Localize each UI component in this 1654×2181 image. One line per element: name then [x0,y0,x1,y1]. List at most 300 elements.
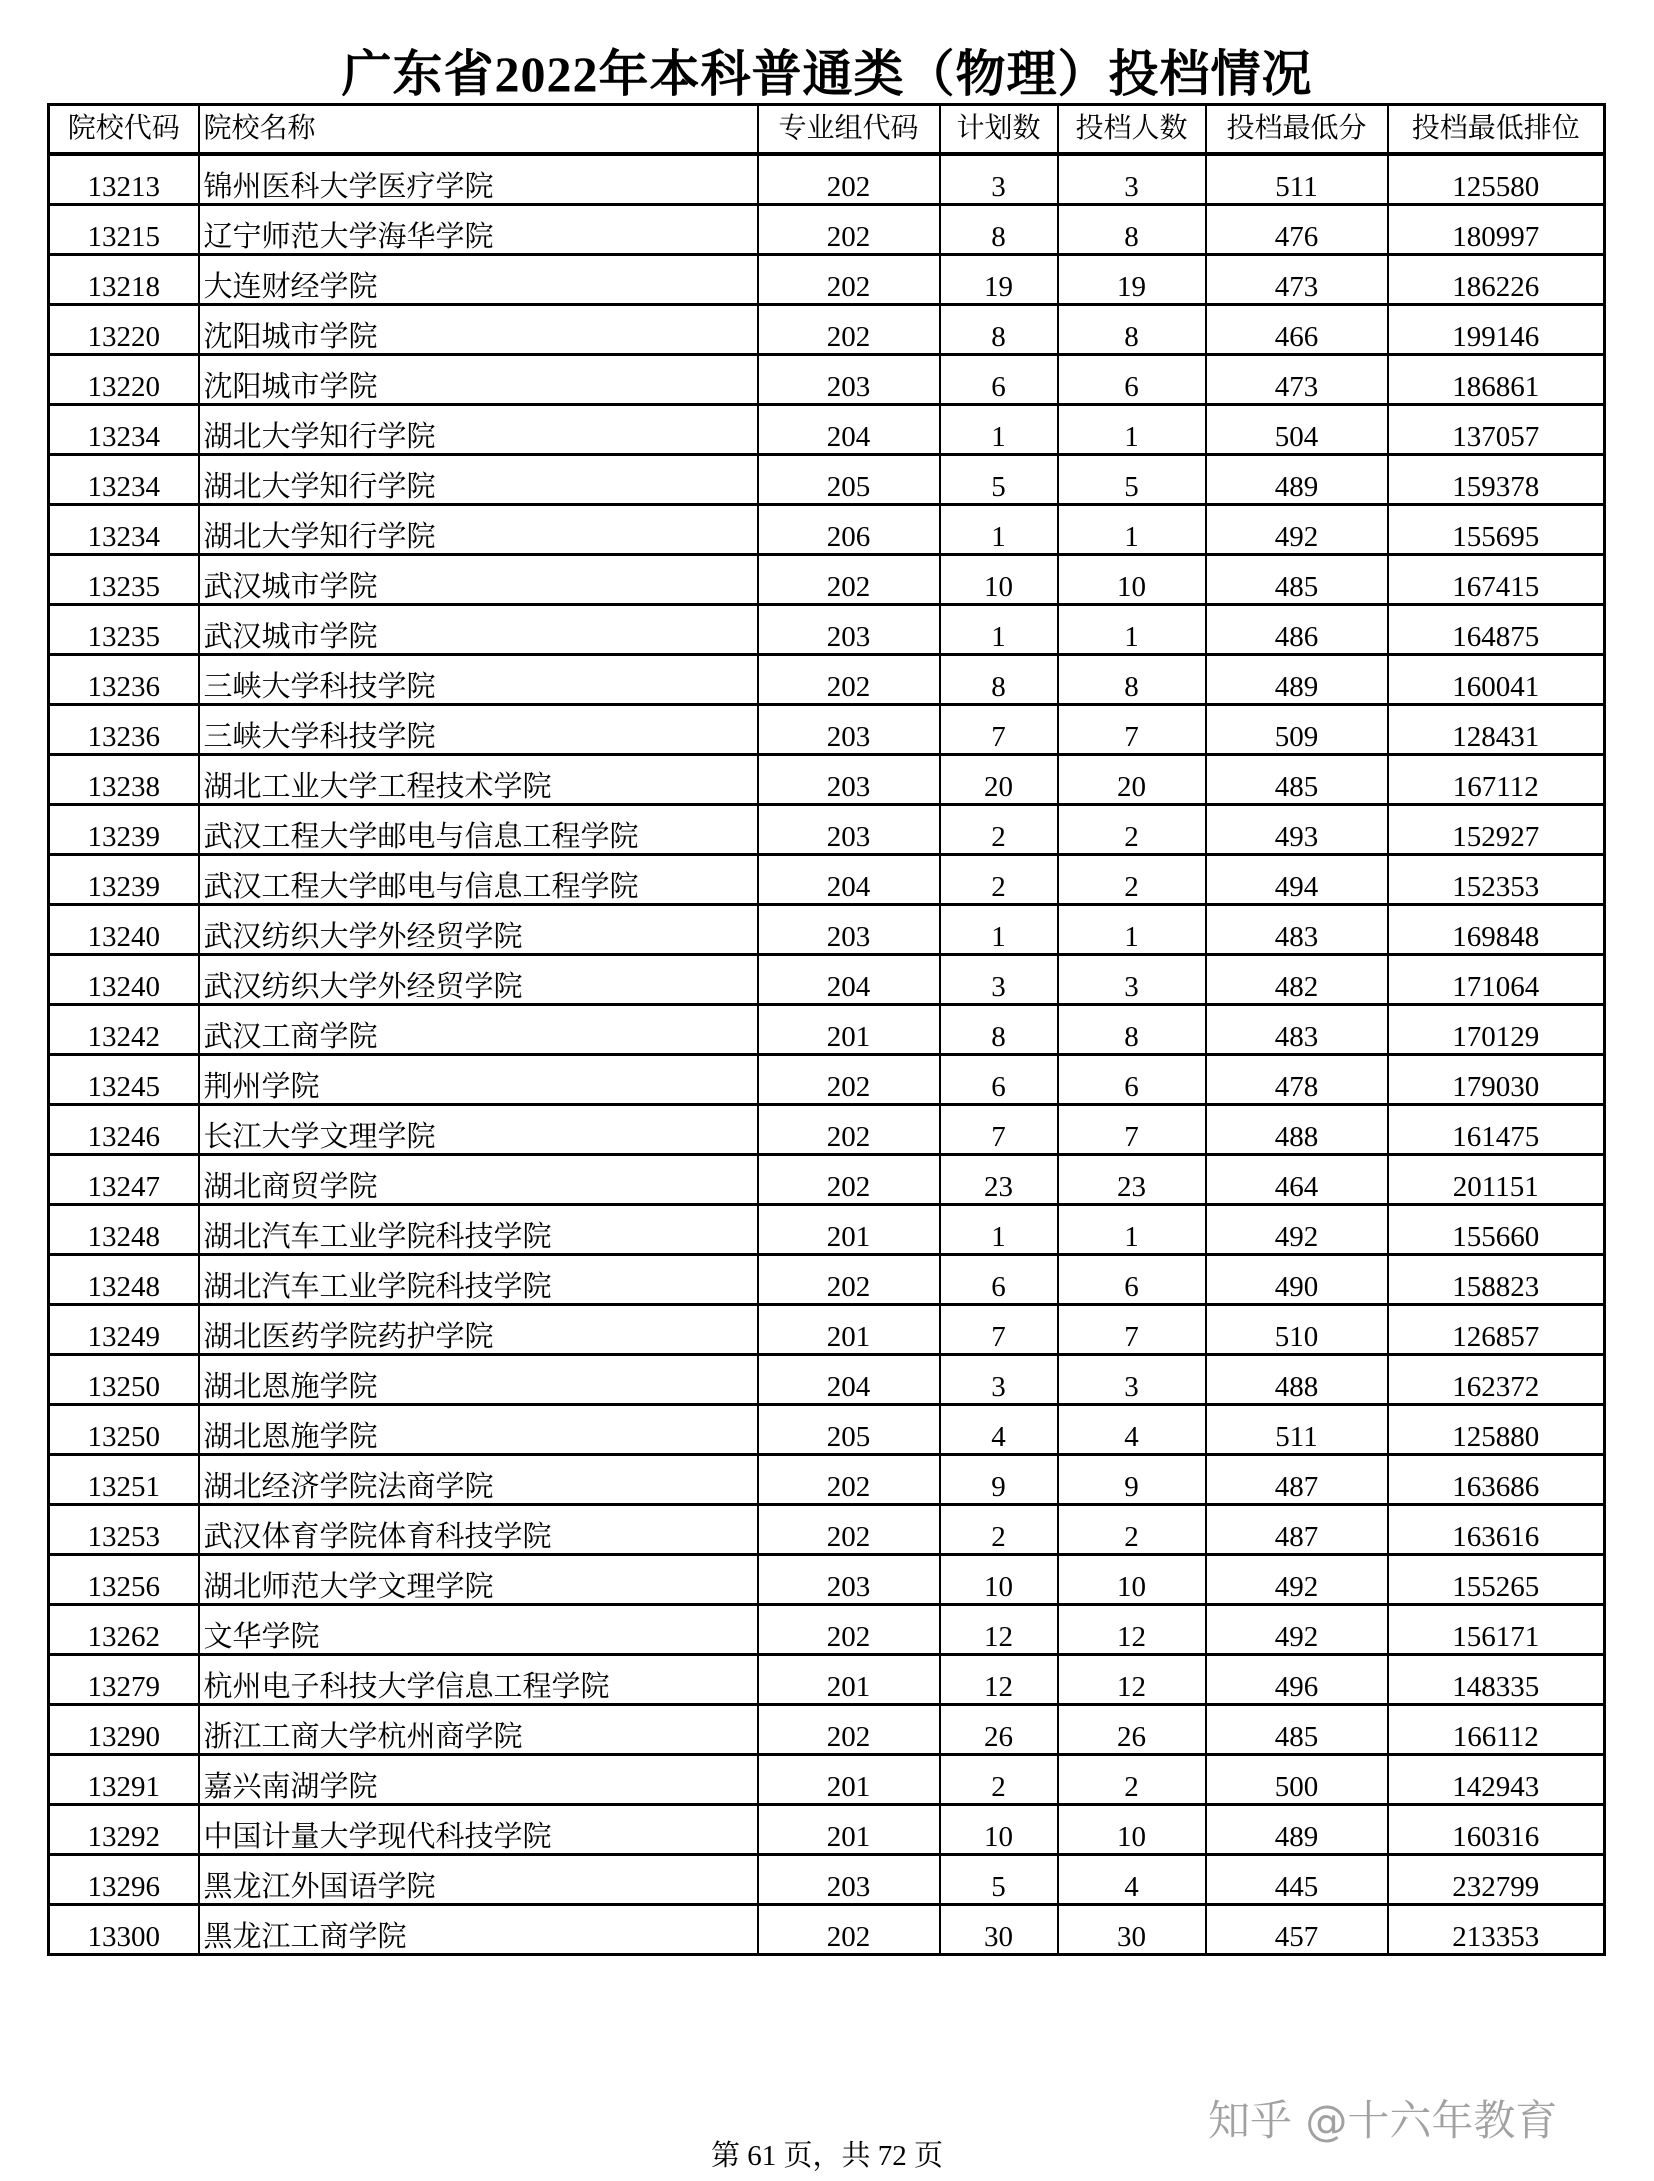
cell-min-score: 485 [1206,755,1388,805]
cell-min-rank: 164875 [1388,605,1605,655]
cell-min-score: 492 [1206,1555,1388,1605]
table-row [49,1405,1605,1455]
cell-plan-count: 2 [940,1505,1058,1555]
cell-min-score: 483 [1206,1005,1388,1055]
table-row [49,455,1605,505]
column-header-admitted-count: 投档人数 [1058,105,1206,155]
cell-admitted-count: 1 [1058,1205,1206,1255]
cell-min-rank: 179030 [1388,1055,1605,1105]
cell-school-name: 锦州医科大学医疗学院 [199,154,758,205]
cell-min-rank: 152353 [1388,855,1605,905]
cell-plan-count: 3 [940,1355,1058,1405]
cell-school-code: 13253 [49,1505,199,1555]
cell-group-code: 201 [758,1755,940,1805]
table-row [49,1655,1605,1705]
cell-admitted-count: 23 [1058,1155,1206,1205]
table-row [49,1255,1605,1305]
cell-min-score: 478 [1206,1055,1388,1105]
table-row [49,1755,1605,1805]
table-row [49,555,1605,605]
cell-school-code: 13215 [49,205,199,255]
cell-plan-count: 10 [940,1555,1058,1605]
cell-group-code: 203 [758,705,940,755]
cell-min-rank: 199146 [1388,305,1605,355]
table-row [49,1005,1605,1055]
cell-min-rank: 125880 [1388,1405,1605,1455]
table-row [49,655,1605,705]
cell-admitted-count: 19 [1058,255,1206,305]
cell-group-code: 202 [758,1505,940,1555]
cell-plan-count: 19 [940,255,1058,305]
cell-group-code: 205 [758,455,940,505]
cell-school-name: 辽宁师范大学海华学院 [199,205,758,255]
cell-min-rank: 148335 [1388,1655,1605,1705]
cell-plan-count: 7 [940,1105,1058,1155]
table-row [49,305,1605,355]
cell-school-code: 13242 [49,1005,199,1055]
table-row [49,1305,1605,1355]
table-row [49,154,1605,205]
cell-group-code: 204 [758,1355,940,1405]
cell-min-score: 473 [1206,255,1388,305]
cell-school-code: 13220 [49,305,199,355]
cell-admitted-count: 9 [1058,1455,1206,1505]
cell-admitted-count: 2 [1058,1505,1206,1555]
cell-min-score: 485 [1206,555,1388,605]
cell-min-score: 482 [1206,955,1388,1005]
cell-group-code: 202 [758,655,940,705]
cell-min-rank: 159378 [1388,455,1605,505]
cell-school-name: 武汉工程大学邮电与信息工程学院 [199,805,758,855]
cell-school-code: 13238 [49,755,199,805]
cell-school-code: 13235 [49,605,199,655]
cell-admitted-count: 1 [1058,905,1206,955]
cell-school-name: 湖北恩施学院 [199,1405,758,1455]
cell-school-name: 武汉工程大学邮电与信息工程学院 [199,855,758,905]
column-header-school-name: 院校名称 [199,105,758,155]
cell-admitted-count: 1 [1058,505,1206,555]
cell-school-code: 13220 [49,355,199,405]
cell-school-name: 湖北大学知行学院 [199,505,758,555]
cell-plan-count: 3 [940,154,1058,205]
cell-school-name: 浙江工商大学杭州商学院 [199,1705,758,1755]
cell-min-score: 489 [1206,655,1388,705]
table-row [49,805,1605,855]
cell-group-code: 203 [758,605,940,655]
cell-school-code: 13239 [49,805,199,855]
table-row [49,1505,1605,1555]
column-header-min-score: 投档最低分 [1206,105,1388,155]
table-row [49,605,1605,655]
cell-plan-count: 5 [940,455,1058,505]
cell-plan-count: 7 [940,1305,1058,1355]
cell-min-rank: 180997 [1388,205,1605,255]
cell-group-code: 201 [758,1205,940,1255]
cell-school-name: 文华学院 [199,1605,758,1655]
cell-admitted-count: 6 [1058,355,1206,405]
table-row [49,1055,1605,1105]
cell-group-code: 203 [758,755,940,805]
cell-school-name: 黑龙江外国语学院 [199,1855,758,1905]
cell-school-name: 嘉兴南湖学院 [199,1755,758,1805]
table-row [49,905,1605,955]
cell-group-code: 201 [758,1005,940,1055]
cell-group-code: 201 [758,1305,940,1355]
cell-school-name: 湖北师范大学文理学院 [199,1555,758,1605]
cell-admitted-count: 3 [1058,955,1206,1005]
cell-admitted-count: 7 [1058,1105,1206,1155]
cell-group-code: 203 [758,905,940,955]
cell-admitted-count: 5 [1058,455,1206,505]
page-number: 第 61 页，共 72 页 [710,2140,943,2172]
cell-min-score: 464 [1206,1155,1388,1205]
cell-school-code: 13247 [49,1155,199,1205]
table-row [49,705,1605,755]
table-row [49,205,1605,255]
cell-school-name: 武汉城市学院 [199,555,758,605]
cell-min-rank: 128431 [1388,705,1605,755]
cell-school-code: 13262 [49,1605,199,1655]
table-row [49,1355,1605,1405]
cell-min-rank: 161475 [1388,1105,1605,1155]
cell-min-rank: 186226 [1388,255,1605,305]
cell-group-code: 202 [758,1105,940,1155]
cell-admitted-count: 2 [1058,805,1206,855]
cell-admitted-count: 12 [1058,1605,1206,1655]
cell-school-code: 13236 [49,655,199,705]
cell-min-rank: 170129 [1388,1005,1605,1055]
cell-admitted-count: 26 [1058,1705,1206,1755]
cell-admitted-count: 3 [1058,1355,1206,1405]
cell-min-score: 493 [1206,805,1388,855]
cell-plan-count: 10 [940,555,1058,605]
cell-school-name: 中国计量大学现代科技学院 [199,1805,758,1855]
cell-school-name: 黑龙江工商学院 [199,1905,758,1955]
table-row [49,255,1605,305]
cell-admitted-count: 8 [1058,305,1206,355]
cell-group-code: 202 [758,1605,940,1655]
cell-group-code: 205 [758,1405,940,1455]
cell-plan-count: 6 [940,1255,1058,1305]
cell-plan-count: 12 [940,1655,1058,1705]
cell-school-name: 武汉体育学院体育科技学院 [199,1505,758,1555]
cell-plan-count: 1 [940,505,1058,555]
cell-min-score: 487 [1206,1505,1388,1555]
cell-school-name: 武汉纺织大学外经贸学院 [199,905,758,955]
cell-school-name: 三峡大学科技学院 [199,705,758,755]
cell-min-rank: 213353 [1388,1905,1605,1955]
cell-school-code: 13292 [49,1805,199,1855]
cell-min-rank: 232799 [1388,1855,1605,1905]
cell-plan-count: 1 [940,1205,1058,1255]
table-row [49,1805,1605,1855]
cell-admitted-count: 10 [1058,1555,1206,1605]
cell-min-score: 483 [1206,905,1388,955]
cell-min-score: 490 [1206,1255,1388,1305]
cell-min-rank: 125580 [1388,154,1605,205]
column-header-group-code: 专业组代码 [758,105,940,155]
table-row [49,755,1605,805]
cell-group-code: 202 [758,1155,940,1205]
cell-school-code: 13250 [49,1405,199,1455]
cell-min-score: 509 [1206,705,1388,755]
cell-min-score: 489 [1206,455,1388,505]
cell-school-code: 13218 [49,255,199,305]
table-row [49,1455,1605,1505]
cell-admitted-count: 6 [1058,1255,1206,1305]
cell-min-score: 510 [1206,1305,1388,1355]
table-row [49,1155,1605,1205]
cell-school-code: 13250 [49,1355,199,1405]
cell-min-score: 489 [1206,1805,1388,1855]
cell-school-name: 湖北医药学院药护学院 [199,1305,758,1355]
cell-plan-count: 12 [940,1605,1058,1655]
cell-min-rank: 155660 [1388,1205,1605,1255]
cell-min-rank: 137057 [1388,405,1605,455]
cell-admitted-count: 4 [1058,1405,1206,1455]
column-header-school-code: 院校代码 [49,105,199,155]
cell-admitted-count: 8 [1058,205,1206,255]
cell-min-rank: 142943 [1388,1755,1605,1805]
cell-group-code: 202 [758,205,940,255]
cell-school-name: 沈阳城市学院 [199,305,758,355]
cell-school-name: 湖北经济学院法商学院 [199,1455,758,1505]
cell-admitted-count: 2 [1058,855,1206,905]
page-title: 广东省2022年本科普通类（物理）投档情况 [341,46,1313,102]
cell-plan-count: 7 [940,705,1058,755]
cell-group-code: 202 [758,154,940,205]
cell-plan-count: 4 [940,1405,1058,1455]
cell-school-code: 13256 [49,1555,199,1605]
cell-school-name: 武汉工商学院 [199,1005,758,1055]
cell-min-rank: 156171 [1388,1605,1605,1655]
cell-plan-count: 2 [940,1755,1058,1805]
cell-group-code: 204 [758,955,940,1005]
table-row [49,1105,1605,1155]
cell-min-rank: 155695 [1388,505,1605,555]
cell-group-code: 201 [758,1805,940,1855]
cell-min-rank: 166112 [1388,1705,1605,1755]
table-row [49,505,1605,555]
cell-min-score: 486 [1206,605,1388,655]
table-row [49,1855,1605,1905]
cell-school-code: 13248 [49,1255,199,1305]
cell-min-rank: 201151 [1388,1155,1605,1205]
cell-school-name: 大连财经学院 [199,255,758,305]
cell-min-rank: 158823 [1388,1255,1605,1305]
cell-min-rank: 152927 [1388,805,1605,855]
cell-min-rank: 160316 [1388,1805,1605,1855]
cell-admitted-count: 6 [1058,1055,1206,1105]
cell-plan-count: 23 [940,1155,1058,1205]
cell-min-rank: 163616 [1388,1505,1605,1555]
column-header-min-rank: 投档最低排位 [1388,105,1605,155]
table-row [49,1705,1605,1755]
cell-school-name: 湖北恩施学院 [199,1355,758,1405]
cell-admitted-count: 10 [1058,555,1206,605]
cell-school-code: 13296 [49,1855,199,1905]
cell-group-code: 202 [758,1905,940,1955]
cell-min-rank: 163686 [1388,1455,1605,1505]
cell-min-score: 492 [1206,1605,1388,1655]
cell-school-code: 13234 [49,505,199,555]
cell-plan-count: 20 [940,755,1058,805]
table-row [49,405,1605,455]
cell-group-code: 202 [758,1055,940,1105]
cell-min-rank: 160041 [1388,655,1605,705]
cell-min-score: 485 [1206,1705,1388,1755]
cell-plan-count: 5 [940,1855,1058,1905]
cell-group-code: 203 [758,355,940,405]
cell-min-score: 457 [1206,1905,1388,1955]
cell-group-code: 202 [758,1455,940,1505]
cell-plan-count: 1 [940,605,1058,655]
cell-min-score: 492 [1206,505,1388,555]
cell-school-code: 13240 [49,955,199,1005]
cell-admitted-count: 30 [1058,1905,1206,1955]
cell-school-code: 13249 [49,1305,199,1355]
cell-min-score: 511 [1206,154,1388,205]
cell-group-code: 203 [758,805,940,855]
cell-min-score: 504 [1206,405,1388,455]
cell-plan-count: 2 [940,805,1058,855]
cell-school-name: 荆州学院 [199,1055,758,1105]
cell-school-name: 湖北商贸学院 [199,1155,758,1205]
cell-plan-count: 2 [940,855,1058,905]
cell-admitted-count: 8 [1058,1005,1206,1055]
cell-min-score: 488 [1206,1355,1388,1405]
cell-plan-count: 8 [940,305,1058,355]
cell-school-name: 三峡大学科技学院 [199,655,758,705]
cell-min-score: 496 [1206,1655,1388,1705]
cell-group-code: 201 [758,1655,940,1705]
cell-group-code: 206 [758,505,940,555]
cell-min-rank: 167415 [1388,555,1605,605]
cell-school-code: 13300 [49,1905,199,1955]
admission-table [47,103,1606,1956]
cell-admitted-count: 7 [1058,705,1206,755]
cell-school-code: 13291 [49,1755,199,1805]
cell-school-code: 13245 [49,1055,199,1105]
cell-min-rank: 126857 [1388,1305,1605,1355]
cell-plan-count: 30 [940,1905,1058,1955]
cell-school-name: 杭州电子科技大学信息工程学院 [199,1655,758,1705]
cell-plan-count: 9 [940,1455,1058,1505]
cell-admitted-count: 20 [1058,755,1206,805]
cell-school-name: 长江大学文理学院 [199,1105,758,1155]
cell-admitted-count: 1 [1058,605,1206,655]
table-row [49,855,1605,905]
cell-min-score: 473 [1206,355,1388,405]
cell-min-score: 494 [1206,855,1388,905]
table-header-row [49,105,1605,155]
cell-school-name: 湖北汽车工业学院科技学院 [199,1205,758,1255]
cell-school-code: 13236 [49,705,199,755]
cell-min-score: 488 [1206,1105,1388,1155]
cell-school-code: 13234 [49,455,199,505]
cell-group-code: 204 [758,405,940,455]
cell-admitted-count: 4 [1058,1855,1206,1905]
cell-school-name: 湖北汽车工业学院科技学院 [199,1255,758,1305]
cell-group-code: 202 [758,1255,940,1305]
cell-min-rank: 186861 [1388,355,1605,405]
cell-school-code: 13279 [49,1655,199,1705]
cell-plan-count: 6 [940,1055,1058,1105]
table-row [49,1555,1605,1605]
table-row [49,955,1605,1005]
cell-min-rank: 171064 [1388,955,1605,1005]
cell-admitted-count: 1 [1058,405,1206,455]
cell-group-code: 202 [758,305,940,355]
cell-min-score: 466 [1206,305,1388,355]
cell-min-rank: 155265 [1388,1555,1605,1605]
table-row [49,1605,1605,1655]
cell-min-score: 487 [1206,1455,1388,1505]
cell-min-score: 445 [1206,1855,1388,1905]
cell-group-code: 203 [758,1855,940,1905]
cell-min-rank: 169848 [1388,905,1605,955]
cell-min-score: 511 [1206,1405,1388,1455]
cell-group-code: 203 [758,1555,940,1605]
table-row [49,355,1605,405]
cell-school-code: 13213 [49,154,199,205]
cell-min-score: 476 [1206,205,1388,255]
cell-school-name: 沈阳城市学院 [199,355,758,405]
cell-school-code: 13251 [49,1455,199,1505]
cell-school-code: 13234 [49,405,199,455]
zhihu-watermark: 知乎 @十六年教育 [1208,2096,1558,2145]
cell-school-name: 湖北工业大学工程技术学院 [199,755,758,805]
cell-admitted-count: 8 [1058,655,1206,705]
cell-min-rank: 162372 [1388,1355,1605,1405]
cell-school-code: 13240 [49,905,199,955]
cell-min-score: 492 [1206,1205,1388,1255]
cell-admitted-count: 10 [1058,1805,1206,1855]
cell-plan-count: 8 [940,1005,1058,1055]
cell-school-code: 13290 [49,1705,199,1755]
cell-group-code: 202 [758,1705,940,1755]
cell-group-code: 202 [758,555,940,605]
cell-school-name: 武汉纺织大学外经贸学院 [199,955,758,1005]
cell-plan-count: 8 [940,655,1058,705]
table-row [49,1205,1605,1255]
column-header-plan-count: 计划数 [940,105,1058,155]
cell-min-score: 500 [1206,1755,1388,1805]
cell-min-rank: 167112 [1388,755,1605,805]
cell-plan-count: 10 [940,1805,1058,1855]
cell-plan-count: 1 [940,405,1058,455]
cell-group-code: 204 [758,855,940,905]
cell-admitted-count: 7 [1058,1305,1206,1355]
cell-plan-count: 1 [940,905,1058,955]
cell-admitted-count: 3 [1058,154,1206,205]
cell-plan-count: 6 [940,355,1058,405]
cell-school-code: 13248 [49,1205,199,1255]
cell-school-code: 13239 [49,855,199,905]
cell-admitted-count: 12 [1058,1655,1206,1705]
table-row [49,1905,1605,1955]
cell-school-code: 13235 [49,555,199,605]
cell-group-code: 202 [758,255,940,305]
cell-school-name: 武汉城市学院 [199,605,758,655]
cell-school-name: 湖北大学知行学院 [199,455,758,505]
cell-school-name: 湖北大学知行学院 [199,405,758,455]
cell-school-code: 13246 [49,1105,199,1155]
cell-plan-count: 3 [940,955,1058,1005]
cell-admitted-count: 2 [1058,1755,1206,1805]
cell-plan-count: 8 [940,205,1058,255]
cell-plan-count: 26 [940,1705,1058,1755]
